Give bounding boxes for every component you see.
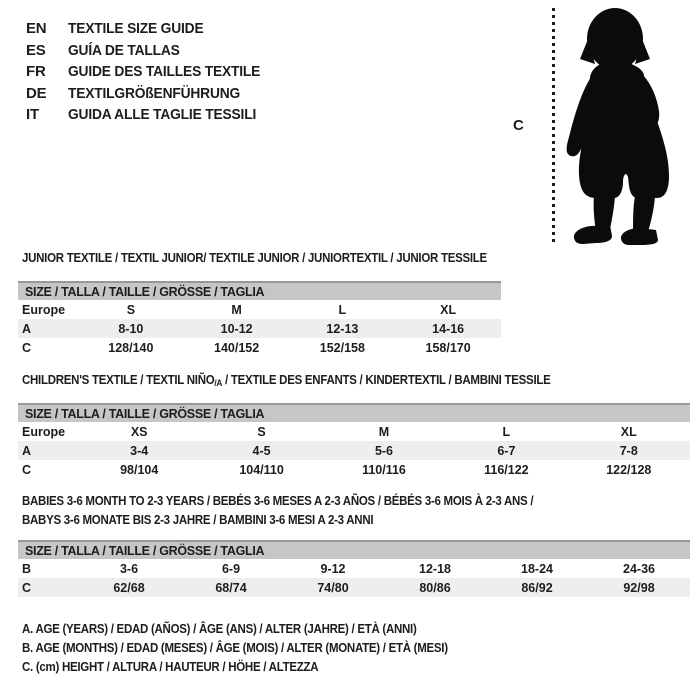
language-label: GUIDE DES TAILLES TEXTILE: [68, 63, 261, 80]
language-row: [26, 18, 277, 40]
size-cell: 128/140: [108, 340, 154, 355]
junior-size-table: [18, 281, 501, 357]
size-cell: M: [378, 424, 390, 439]
size-cell: 116/122: [484, 462, 529, 477]
size-cell: XL: [620, 424, 637, 439]
children-size-table: [18, 403, 690, 479]
table-row: [18, 578, 690, 597]
legend-notes: [22, 620, 485, 677]
language-code: DE: [26, 84, 47, 102]
size-cell: 104/110: [239, 462, 284, 477]
babies-title-line1: BABIES 3-6 MONTH TO 2-3 YEARS / BEBÉS 3-6 MESES A 2-3 AÑOS / BÉBÉS 3-6 MOIS À 2-3 ANS /: [22, 494, 534, 508]
row-label: Europe: [22, 302, 66, 317]
size-cell: M: [231, 302, 242, 317]
size-cell: 4-5: [200, 441, 322, 460]
note-c: C. (cm) HEIGHT / ALTURA / HAUTEUR / HÖHE / ALTEZZA: [22, 660, 319, 674]
size-cell: 14-16: [395, 319, 501, 338]
language-code: EN: [26, 20, 47, 37]
size-cell: 9-12: [320, 561, 346, 576]
size-cell: XL: [440, 302, 457, 317]
size-cell: 12-18: [419, 561, 451, 576]
row-label: C: [18, 578, 78, 597]
children-table-title: [22, 373, 551, 388]
language-label: TEXTILE SIZE GUIDE: [68, 20, 204, 37]
row-label: A: [18, 319, 78, 338]
language-code: FR: [26, 63, 46, 80]
size-cell: L: [502, 424, 511, 439]
size-cell: 24-36: [623, 561, 655, 576]
babies-size-table: [18, 540, 690, 597]
size-cell: 92/98: [588, 578, 690, 597]
size-cell: 62/68: [78, 578, 180, 597]
size-header: SIZE / TALLA / TAILLE / GRÖSSE / TAGLIA: [18, 404, 690, 422]
size-cell: 18-24: [521, 561, 553, 576]
size-cell: 80/86: [384, 578, 486, 597]
size-cell: 12-13: [290, 319, 396, 338]
language-row: [26, 83, 277, 105]
size-cell: 6-7: [445, 441, 567, 460]
table-row: [18, 422, 690, 441]
table-row: [18, 559, 690, 578]
size-cell: 122/128: [606, 462, 652, 477]
size-cell: 140/152: [214, 340, 260, 355]
language-label: GUIDA ALLE TAGLIE TESSILI: [68, 106, 257, 123]
language-label: GUÍA DE TALLAS: [68, 41, 180, 59]
size-cell: S: [257, 424, 266, 439]
size-cell: 5-6: [323, 441, 445, 460]
size-cell: 110/116: [362, 462, 406, 477]
size-cell: L: [338, 302, 347, 317]
size-cell: 10-12: [184, 319, 290, 338]
row-label: Europe: [22, 424, 66, 439]
size-cell: 7-8: [568, 441, 690, 460]
row-label: A: [18, 441, 78, 460]
size-cell: 86/92: [486, 578, 588, 597]
babies-table-title: [22, 492, 533, 530]
children-title-subscript: /A: [214, 378, 223, 388]
language-code: ES: [26, 41, 46, 59]
size-cell: 152/158: [319, 340, 365, 355]
toddler-silhouette-icon: [560, 5, 692, 247]
size-cell: 3-6: [119, 561, 139, 576]
language-row: [26, 61, 277, 83]
children-title-text: / TEXTILE DES ENFANTS / KINDERTEXTIL / BAMBINI TESSILE: [222, 373, 551, 387]
size-cell: 158/170: [425, 340, 471, 355]
babies-title-line2: BABYS 3-6 MONATE BIS 2-3 JAHRE / BAMBINI 3-6 MESI A 2-3 ANNI: [22, 513, 374, 527]
size-cell: 74/80: [282, 578, 384, 597]
table-row: [18, 460, 690, 479]
size-header: SIZE / TALLA / TAILLE / GRÖSSE / TAGLIA: [18, 541, 690, 559]
measure-label-c: C: [513, 117, 524, 134]
row-label: C: [22, 462, 32, 477]
table-row: [18, 319, 501, 338]
language-label: TEXTILGRÖßENFÜHRUNG: [68, 84, 241, 102]
row-label: B: [22, 561, 32, 576]
size-cell: 3-4: [78, 441, 200, 460]
size-cell: XS: [130, 424, 148, 439]
size-cell: 6-9: [221, 561, 241, 576]
language-code: IT: [26, 106, 39, 123]
size-cell: 8-10: [78, 319, 184, 338]
language-row: [26, 40, 277, 62]
measure-dotted-line: [552, 8, 555, 245]
language-row: [26, 104, 277, 126]
table-row: [18, 300, 501, 319]
note-b: B. AGE (MONTHS) / EDAD (MESES) / ÂGE (MOIS) / ALTER (MONATE) / ETÀ (MESI): [22, 641, 448, 655]
size-cell: 98/104: [120, 462, 159, 477]
table-row: [18, 441, 690, 460]
note-a: A. AGE (YEARS) / EDAD (AÑOS) / ÂGE (ANS) / ALTER (JAHRE) / ETÀ (ANNI): [22, 622, 417, 636]
children-title-text: CHILDREN'S TEXTILE / TEXTIL NIÑO: [22, 373, 215, 387]
size-cell: 68/74: [180, 578, 282, 597]
size-cell: S: [126, 302, 136, 317]
table-row: [18, 338, 501, 357]
size-header: SIZE / TALLA / TAILLE / GRÖSSE / TAGLIA: [18, 282, 501, 300]
language-guide: [26, 18, 277, 126]
row-label: C: [22, 340, 32, 355]
junior-table-title: JUNIOR TEXTILE / TEXTIL JUNIOR/ TEXTILE JUNIOR / JUNIORTEXTIL / JUNIOR TESSILE: [22, 251, 487, 265]
